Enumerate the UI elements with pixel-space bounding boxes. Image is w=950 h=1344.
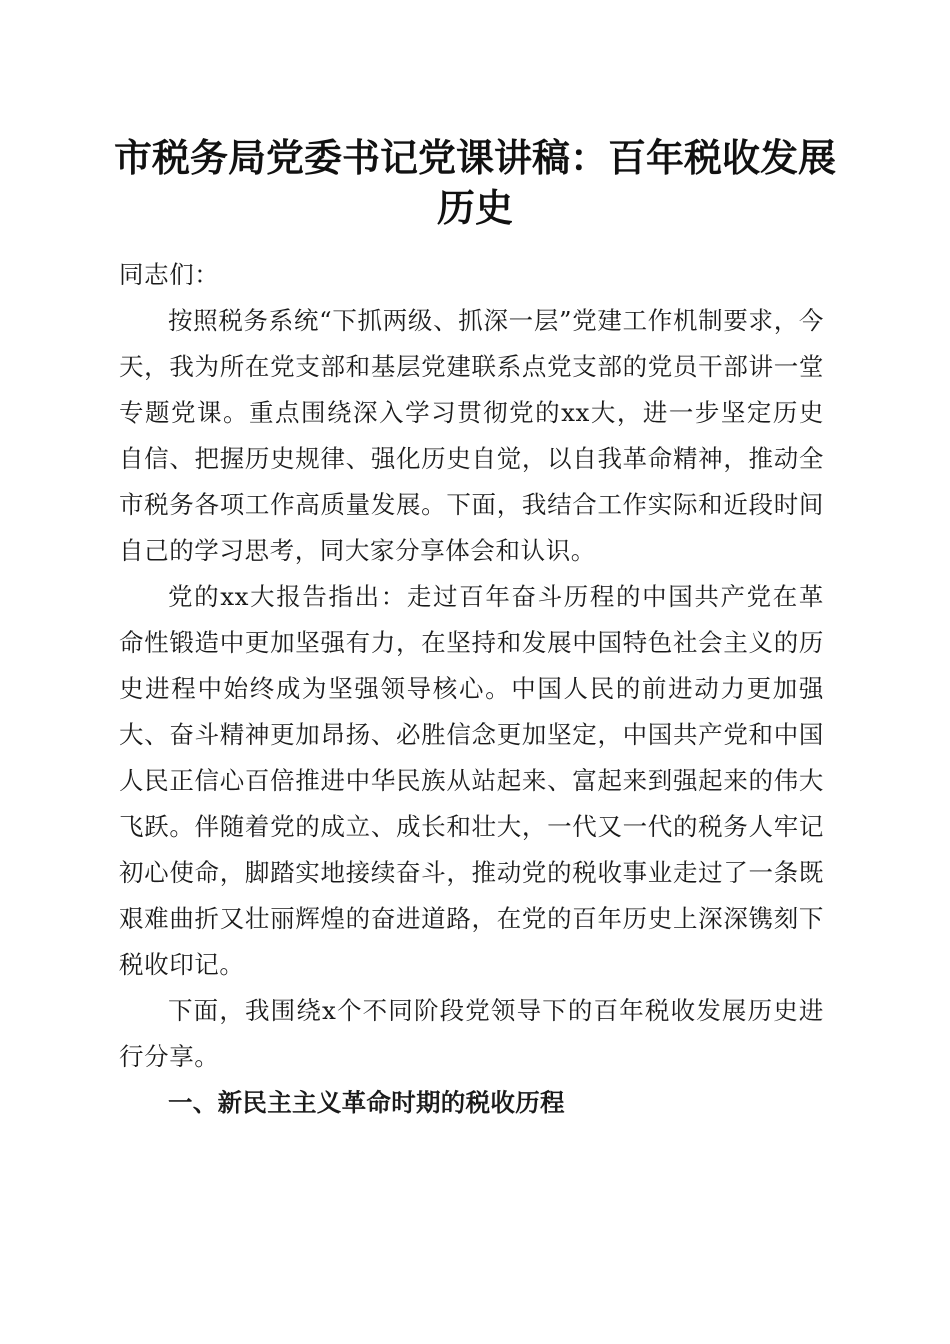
document-title: 市税务局党委书记党课讲稿：百年税收发展历史	[113, 135, 836, 230]
section-heading: 一、新民主主义革命时期的税收历程	[168, 1088, 565, 1117]
paragraph-intro: 按照税务系统“下抓两级、抓深一层”党建工作机制要求，今天，我为所在党支部和基层党建联系点党支部的党员干部讲一堂专题党课。重点围绕深入学习贯彻党的xx大，进一步坚定历史自信、把握历史规律、强化历史自觉，以自我革命精神，推动全市税务各项工作高质量发展。下面，我结合工作实际和近段时间自己的学习思考，同大家分享体会和认识。	[119, 306, 824, 565]
paragraph-report: 党的xx大报告指出：走过百年奋斗历程的中国共产党在革命性锻造中更加坚强有力，在坚持和发展中国特色社会主义的历史进程中始终成为坚强领导核心。中国人民的前进动力更加强大、奋斗精神更加昂扬、必胜信念更加坚定，中国共产党和中国人民正信心百倍推进中华民族从站起来、富起来到强起来的伟大飞跃。伴随着党的成立、成长和壮大，一代又一代的税务人牢记初心使命，脚踏实地接续奋斗，推动党的税收事业走过了一条既艰难曲折又壮丽辉煌的奋进道路，在党的百年历史上深深镌刻下税收印记。	[119, 582, 824, 979]
salutation: 同志们：	[119, 260, 220, 289]
document-body	[119, 252, 824, 1126]
paragraph-transition: 下面，我围绕x个不同阶段党领导下的百年税收发展历史进行分享。	[119, 996, 824, 1071]
